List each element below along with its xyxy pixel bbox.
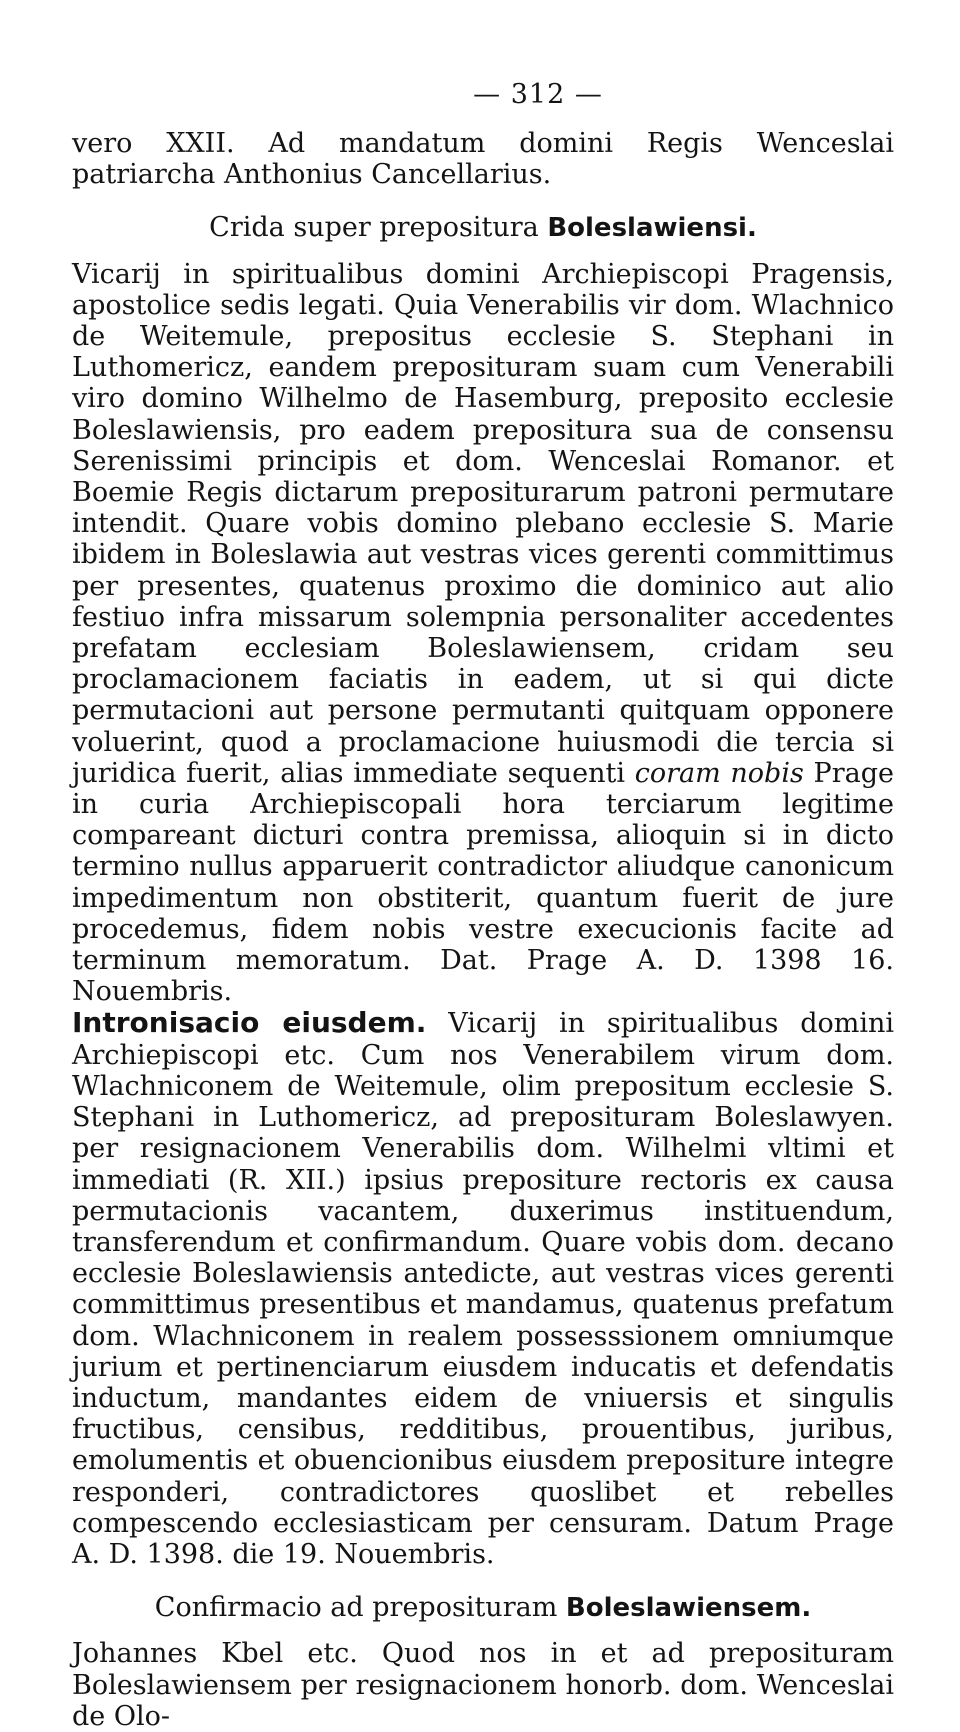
heading-plain-text: Crida super prepositura bbox=[209, 212, 548, 244]
section-heading-crida bbox=[72, 212, 894, 244]
paragraph-continuation: vero XXII. Ad mandatum domini Regis Wenceslai patriarcha Anthonius Cancellarius. bbox=[72, 128, 894, 191]
paragraph-text: Vicarij in spiritualibus domini Archiepiscopi etc. Cum nos Venerabilem virum dom. Wlachniconem de Weitemule, olim prepositum ecclesie S. Stephani in Luthomericz, ad preposituram Boleslawyen. per resignacionem Venerabilis dom. Wilhelmi vltimi et immediati (R. XII.) ipsius prepositure rectoris ex causa permutacionis vacantem, duxerimus instituendum, transferendum et confirmandum. Quare vobis dom. decano ecclesie Boleslawiensis antedicte, aut vestras vices gerenti committimus presentibus et mandamus, quatenus prefatum dom. Wlachniconem in realem possesssionem omniumque jurium et pertinenciarum eiusdem inducatis et defendatis inductum, mandantes eidem de vniuersis et singulis fructibus, censibus, redditibus, prouentibus, juribus, emolumentis et obuencionibus eiusdem prepositure integre responderi, contradictores quoslibet et rebelles compescendo ecclesiasticam per censuram. Datum Prage A. D. 1398. die 19. Nouembris. bbox=[72, 1008, 894, 1570]
paragraph-text: Prage in curia Archiepiscopali hora terciarum legitime compareant dicturi contra premissa, alioquin si in dicto termino nullus apparuerit contradictor aliudque canonicum impedimentum non obstiterit, quantum fuerit de jure procedemus, fidem nobis vestre execucionis facite ad terminum memoratum. Dat. Prage A. D. 1398 16. Nouembris. bbox=[72, 757, 894, 1008]
paragraph-crida bbox=[72, 259, 894, 1008]
paragraph-text: Vicarij in spiritualibus domini Archiepiscopi Pragensis, apostolice sedis legati. Quia Venerabilis vir dom. Wlachnico de Weitemule, prepositus ecclesie S. Stephani in Luthomericz, eandem preposituram suam cum Venerabili viro domino Wilhelmo de Hasemburg, preposito ecclesie Boleslawiensis, pro eadem prepositura sua de consensu Serenissimi principis et dom. Wenceslai Romanor. et Boemie Regis dictarum prepositurarum patroni permutare intendit. Quare vobis domino plebano ecclesie S. Marie ibidem in Boleslawia aut vestras vices gerenti committimus per presentes, quatenus proximo die dominico aut alio festiuo infra missarum solempnia personaliter accedentes prefatam ecclesiam Boleslawiensem, cridam seu proclamacionem faciatis in eadem, ut si qui dicte permutacioni aut persone permutanti quitquam opponere voluerint, quod a proclamacione huiusmodi die tercia si juridica fuerit, alias immediate sequenti bbox=[72, 258, 894, 789]
heading-plain-text: Confirmacio ad preposituram bbox=[154, 1592, 566, 1624]
paragraph-confirmacio: Johannes Kbel etc. Quod nos in et ad preposituram Boleslawiensem per resignacionem honorb. dom. Wenceslai de Olo- bbox=[72, 1638, 894, 1732]
section-heading-confirmacio bbox=[72, 1592, 894, 1624]
heading-bold-text: Boleslawiensem. bbox=[565, 1593, 812, 1624]
italic-phrase: coram nobis bbox=[634, 757, 804, 789]
paragraph-lead-heading: Intronisacio eiusdem. bbox=[72, 1006, 427, 1040]
page-number: — 312 — bbox=[473, 79, 603, 110]
paragraph-intronisacio bbox=[72, 1007, 894, 1570]
heading-bold-text: Boleslawiensi. bbox=[547, 213, 757, 244]
document-page bbox=[72, 78, 894, 1732]
